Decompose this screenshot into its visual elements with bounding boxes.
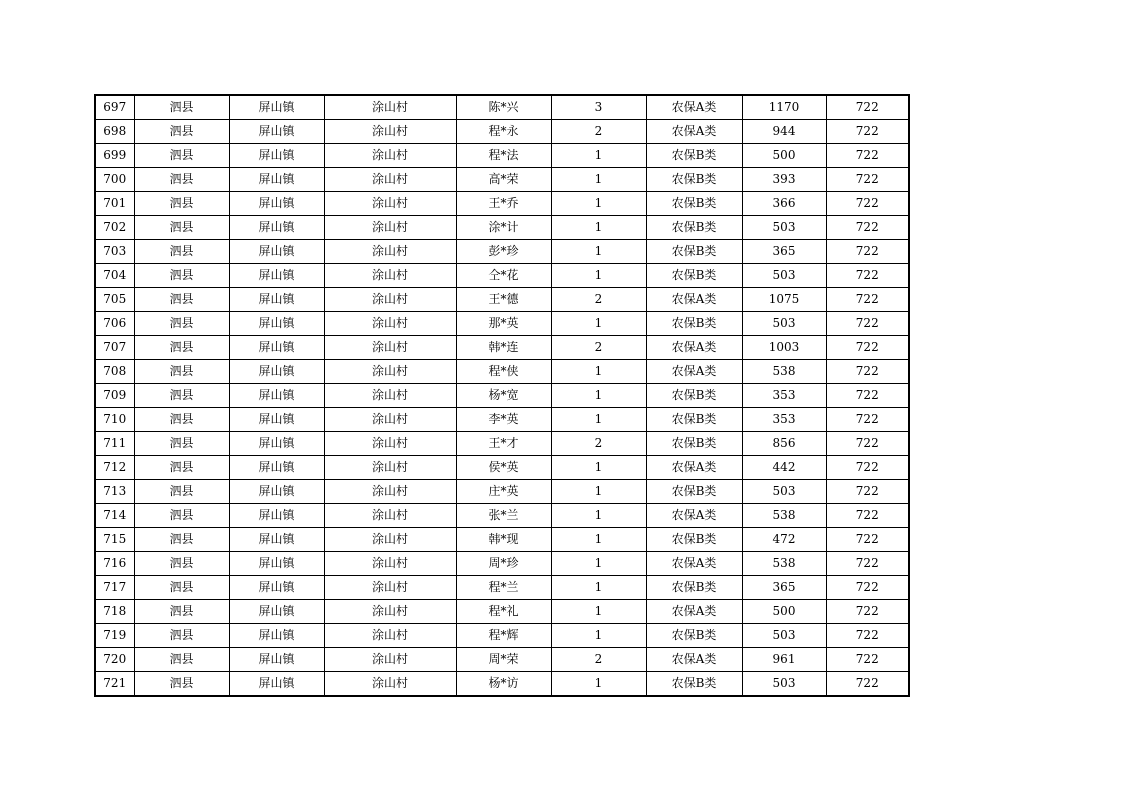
name-cell: 周*荣 <box>456 648 551 672</box>
code-cell: 722 <box>826 504 909 528</box>
table-row <box>95 456 909 480</box>
village-cell: 涂山村 <box>324 192 456 216</box>
insurance-type-cell: 农保B类 <box>646 240 742 264</box>
row-number-cell: 706 <box>95 312 134 336</box>
table-row <box>95 192 909 216</box>
row-number-cell: 718 <box>95 600 134 624</box>
table-row <box>95 504 909 528</box>
household-size-cell: 1 <box>551 168 646 192</box>
insurance-type-cell: 农保A类 <box>646 288 742 312</box>
amount-cell: 353 <box>742 384 826 408</box>
town-cell: 屏山镇 <box>229 672 324 697</box>
table-row <box>95 432 909 456</box>
town-cell: 屏山镇 <box>229 192 324 216</box>
code-cell: 722 <box>826 552 909 576</box>
code-cell: 722 <box>826 600 909 624</box>
table-row <box>95 288 909 312</box>
amount-cell: 503 <box>742 672 826 697</box>
insurance-type-cell: 农保A类 <box>646 95 742 120</box>
village-cell: 涂山村 <box>324 648 456 672</box>
county-cell: 泗县 <box>134 120 229 144</box>
row-number-cell: 699 <box>95 144 134 168</box>
code-cell: 722 <box>826 456 909 480</box>
county-cell: 泗县 <box>134 360 229 384</box>
county-cell: 泗县 <box>134 168 229 192</box>
county-cell: 泗县 <box>134 624 229 648</box>
household-size-cell: 1 <box>551 384 646 408</box>
town-cell: 屏山镇 <box>229 528 324 552</box>
village-cell: 涂山村 <box>324 264 456 288</box>
amount-cell: 1075 <box>742 288 826 312</box>
name-cell: 涂*计 <box>456 216 551 240</box>
code-cell: 722 <box>826 336 909 360</box>
insurance-type-cell: 农保A类 <box>646 648 742 672</box>
table-row <box>95 312 909 336</box>
town-cell: 屏山镇 <box>229 552 324 576</box>
row-number-cell: 697 <box>95 95 134 120</box>
row-number-cell: 708 <box>95 360 134 384</box>
county-cell: 泗县 <box>134 288 229 312</box>
row-number-cell: 720 <box>95 648 134 672</box>
table-row <box>95 95 909 120</box>
household-size-cell: 2 <box>551 432 646 456</box>
county-cell: 泗县 <box>134 312 229 336</box>
row-number-cell: 712 <box>95 456 134 480</box>
household-size-cell: 1 <box>551 552 646 576</box>
code-cell: 722 <box>826 144 909 168</box>
village-cell: 涂山村 <box>324 288 456 312</box>
village-cell: 涂山村 <box>324 120 456 144</box>
amount-cell: 503 <box>742 624 826 648</box>
village-cell: 涂山村 <box>324 240 456 264</box>
town-cell: 屏山镇 <box>229 312 324 336</box>
table-row <box>95 552 909 576</box>
row-number-cell: 711 <box>95 432 134 456</box>
table-row <box>95 600 909 624</box>
amount-cell: 1170 <box>742 95 826 120</box>
household-size-cell: 1 <box>551 264 646 288</box>
town-cell: 屏山镇 <box>229 95 324 120</box>
row-number-cell: 713 <box>95 480 134 504</box>
table-row <box>95 576 909 600</box>
code-cell: 722 <box>826 95 909 120</box>
household-size-cell: 1 <box>551 144 646 168</box>
row-number-cell: 707 <box>95 336 134 360</box>
insurance-type-cell: 农保B类 <box>646 480 742 504</box>
village-cell: 涂山村 <box>324 360 456 384</box>
household-size-cell: 1 <box>551 312 646 336</box>
name-cell: 陈*兴 <box>456 95 551 120</box>
town-cell: 屏山镇 <box>229 240 324 264</box>
name-cell: 仝*花 <box>456 264 551 288</box>
code-cell: 722 <box>826 288 909 312</box>
county-cell: 泗县 <box>134 552 229 576</box>
county-cell: 泗县 <box>134 240 229 264</box>
name-cell: 杨*宽 <box>456 384 551 408</box>
name-cell: 程*法 <box>456 144 551 168</box>
county-cell: 泗县 <box>134 336 229 360</box>
insurance-type-cell: 农保B类 <box>646 576 742 600</box>
town-cell: 屏山镇 <box>229 384 324 408</box>
village-cell: 涂山村 <box>324 528 456 552</box>
amount-cell: 856 <box>742 432 826 456</box>
insurance-type-cell: 农保B类 <box>646 528 742 552</box>
row-number-cell: 716 <box>95 552 134 576</box>
name-cell: 庄*英 <box>456 480 551 504</box>
name-cell: 韩*连 <box>456 336 551 360</box>
row-number-cell: 700 <box>95 168 134 192</box>
table-row <box>95 624 909 648</box>
amount-cell: 365 <box>742 240 826 264</box>
county-cell: 泗县 <box>134 456 229 480</box>
village-cell: 涂山村 <box>324 408 456 432</box>
code-cell: 722 <box>826 312 909 336</box>
amount-cell: 365 <box>742 576 826 600</box>
amount-cell: 393 <box>742 168 826 192</box>
household-size-cell: 1 <box>551 624 646 648</box>
village-cell: 涂山村 <box>324 504 456 528</box>
table-row <box>95 216 909 240</box>
town-cell: 屏山镇 <box>229 168 324 192</box>
insurance-type-cell: 农保A类 <box>646 552 742 576</box>
town-cell: 屏山镇 <box>229 408 324 432</box>
name-cell: 王*才 <box>456 432 551 456</box>
town-cell: 屏山镇 <box>229 432 324 456</box>
town-cell: 屏山镇 <box>229 504 324 528</box>
row-number-cell: 702 <box>95 216 134 240</box>
household-size-cell: 1 <box>551 240 646 264</box>
town-cell: 屏山镇 <box>229 480 324 504</box>
insurance-type-cell: 农保B类 <box>646 192 742 216</box>
household-size-cell: 1 <box>551 600 646 624</box>
county-cell: 泗县 <box>134 432 229 456</box>
county-cell: 泗县 <box>134 408 229 432</box>
name-cell: 彭*珍 <box>456 240 551 264</box>
amount-cell: 503 <box>742 312 826 336</box>
amount-cell: 500 <box>742 600 826 624</box>
row-number-cell: 717 <box>95 576 134 600</box>
amount-cell: 944 <box>742 120 826 144</box>
code-cell: 722 <box>826 192 909 216</box>
village-cell: 涂山村 <box>324 456 456 480</box>
name-cell: 李*英 <box>456 408 551 432</box>
town-cell: 屏山镇 <box>229 600 324 624</box>
town-cell: 屏山镇 <box>229 120 324 144</box>
county-cell: 泗县 <box>134 144 229 168</box>
village-cell: 涂山村 <box>324 480 456 504</box>
town-cell: 屏山镇 <box>229 576 324 600</box>
household-size-cell: 1 <box>551 456 646 480</box>
household-size-cell: 1 <box>551 504 646 528</box>
village-cell: 涂山村 <box>324 576 456 600</box>
town-cell: 屏山镇 <box>229 216 324 240</box>
household-size-cell: 1 <box>551 528 646 552</box>
household-size-cell: 1 <box>551 216 646 240</box>
table-row <box>95 144 909 168</box>
row-number-cell: 701 <box>95 192 134 216</box>
name-cell: 程*礼 <box>456 600 551 624</box>
amount-cell: 538 <box>742 552 826 576</box>
insurance-type-cell: 农保B类 <box>646 168 742 192</box>
household-size-cell: 2 <box>551 336 646 360</box>
town-cell: 屏山镇 <box>229 360 324 384</box>
code-cell: 722 <box>826 432 909 456</box>
town-cell: 屏山镇 <box>229 144 324 168</box>
name-cell: 周*珍 <box>456 552 551 576</box>
village-cell: 涂山村 <box>324 384 456 408</box>
table-row <box>95 336 909 360</box>
amount-cell: 366 <box>742 192 826 216</box>
town-cell: 屏山镇 <box>229 288 324 312</box>
insurance-type-cell: 农保A类 <box>646 456 742 480</box>
name-cell: 程*永 <box>456 120 551 144</box>
town-cell: 屏山镇 <box>229 456 324 480</box>
county-cell: 泗县 <box>134 384 229 408</box>
village-cell: 涂山村 <box>324 336 456 360</box>
table-row <box>95 648 909 672</box>
row-number-cell: 698 <box>95 120 134 144</box>
table-row <box>95 240 909 264</box>
county-cell: 泗县 <box>134 264 229 288</box>
amount-cell: 442 <box>742 456 826 480</box>
table-row <box>95 672 909 697</box>
row-number-cell: 714 <box>95 504 134 528</box>
county-cell: 泗县 <box>134 216 229 240</box>
insurance-type-cell: 农保B类 <box>646 432 742 456</box>
amount-cell: 472 <box>742 528 826 552</box>
household-size-cell: 1 <box>551 360 646 384</box>
insurance-type-cell: 农保A类 <box>646 120 742 144</box>
name-cell: 韩*现 <box>456 528 551 552</box>
code-cell: 722 <box>826 168 909 192</box>
name-cell: 杨*访 <box>456 672 551 697</box>
insurance-type-cell: 农保B类 <box>646 144 742 168</box>
name-cell: 程*侠 <box>456 360 551 384</box>
village-cell: 涂山村 <box>324 432 456 456</box>
town-cell: 屏山镇 <box>229 336 324 360</box>
name-cell: 侯*英 <box>456 456 551 480</box>
name-cell: 那*英 <box>456 312 551 336</box>
code-cell: 722 <box>826 576 909 600</box>
table-row <box>95 384 909 408</box>
insurance-type-cell: 农保A类 <box>646 336 742 360</box>
row-number-cell: 703 <box>95 240 134 264</box>
row-number-cell: 721 <box>95 672 134 697</box>
village-cell: 涂山村 <box>324 552 456 576</box>
household-size-cell: 1 <box>551 480 646 504</box>
insurance-type-cell: 农保B类 <box>646 312 742 336</box>
amount-cell: 500 <box>742 144 826 168</box>
table-row <box>95 264 909 288</box>
town-cell: 屏山镇 <box>229 648 324 672</box>
amount-cell: 1003 <box>742 336 826 360</box>
row-number-cell: 704 <box>95 264 134 288</box>
amount-cell: 961 <box>742 648 826 672</box>
name-cell: 王*乔 <box>456 192 551 216</box>
row-number-cell: 709 <box>95 384 134 408</box>
insurance-type-cell: 农保B类 <box>646 408 742 432</box>
amount-cell: 538 <box>742 360 826 384</box>
household-size-cell: 1 <box>551 192 646 216</box>
table-body <box>95 95 909 696</box>
row-number-cell: 710 <box>95 408 134 432</box>
insurance-type-cell: 农保B类 <box>646 672 742 697</box>
table-row <box>95 408 909 432</box>
code-cell: 722 <box>826 384 909 408</box>
household-size-cell: 1 <box>551 576 646 600</box>
village-cell: 涂山村 <box>324 168 456 192</box>
amount-cell: 503 <box>742 264 826 288</box>
code-cell: 722 <box>826 648 909 672</box>
name-cell: 程*辉 <box>456 624 551 648</box>
county-cell: 泗县 <box>134 648 229 672</box>
code-cell: 722 <box>826 480 909 504</box>
village-cell: 涂山村 <box>324 95 456 120</box>
household-size-cell: 2 <box>551 120 646 144</box>
village-cell: 涂山村 <box>324 600 456 624</box>
insurance-type-cell: 农保A类 <box>646 600 742 624</box>
name-cell: 高*荣 <box>456 168 551 192</box>
household-size-cell: 2 <box>551 648 646 672</box>
county-cell: 泗县 <box>134 600 229 624</box>
household-size-cell: 2 <box>551 288 646 312</box>
village-cell: 涂山村 <box>324 624 456 648</box>
household-size-cell: 1 <box>551 408 646 432</box>
code-cell: 722 <box>826 528 909 552</box>
county-cell: 泗县 <box>134 576 229 600</box>
insurance-type-cell: 农保A类 <box>646 504 742 528</box>
code-cell: 722 <box>826 360 909 384</box>
county-cell: 泗县 <box>134 528 229 552</box>
county-cell: 泗县 <box>134 192 229 216</box>
row-number-cell: 719 <box>95 624 134 648</box>
county-cell: 泗县 <box>134 672 229 697</box>
table-row <box>95 480 909 504</box>
row-number-cell: 715 <box>95 528 134 552</box>
amount-cell: 353 <box>742 408 826 432</box>
village-cell: 涂山村 <box>324 216 456 240</box>
code-cell: 722 <box>826 624 909 648</box>
village-cell: 涂山村 <box>324 312 456 336</box>
amount-cell: 538 <box>742 504 826 528</box>
code-cell: 722 <box>826 264 909 288</box>
code-cell: 722 <box>826 120 909 144</box>
table-row <box>95 528 909 552</box>
insurance-type-cell: 农保B类 <box>646 216 742 240</box>
insurance-type-cell: 农保B类 <box>646 624 742 648</box>
insurance-type-cell: 农保B类 <box>646 264 742 288</box>
name-cell: 王*德 <box>456 288 551 312</box>
row-number-cell: 705 <box>95 288 134 312</box>
town-cell: 屏山镇 <box>229 624 324 648</box>
village-cell: 涂山村 <box>324 672 456 697</box>
county-cell: 泗县 <box>134 95 229 120</box>
table-row <box>95 168 909 192</box>
village-cell: 涂山村 <box>324 144 456 168</box>
name-cell: 程*兰 <box>456 576 551 600</box>
insurance-type-cell: 农保B类 <box>646 384 742 408</box>
code-cell: 722 <box>826 216 909 240</box>
amount-cell: 503 <box>742 216 826 240</box>
table-row <box>95 120 909 144</box>
code-cell: 722 <box>826 408 909 432</box>
code-cell: 722 <box>826 240 909 264</box>
insurance-type-cell: 农保A类 <box>646 360 742 384</box>
county-cell: 泗县 <box>134 480 229 504</box>
data-table <box>94 94 910 697</box>
town-cell: 屏山镇 <box>229 264 324 288</box>
county-cell: 泗县 <box>134 504 229 528</box>
table-row <box>95 360 909 384</box>
household-size-cell: 3 <box>551 95 646 120</box>
household-size-cell: 1 <box>551 672 646 697</box>
amount-cell: 503 <box>742 480 826 504</box>
name-cell: 张*兰 <box>456 504 551 528</box>
code-cell: 722 <box>826 672 909 697</box>
